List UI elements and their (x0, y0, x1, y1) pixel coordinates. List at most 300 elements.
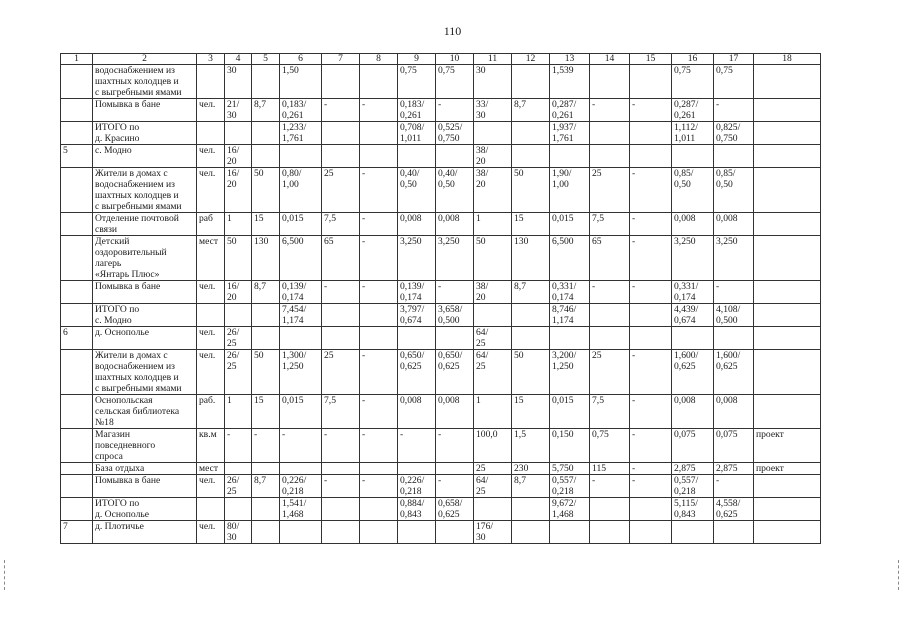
table-cell (252, 463, 280, 475)
table-cell: 0,226/ 0,218 (280, 475, 322, 498)
table-cell: 8,7 (252, 99, 280, 122)
table-cell (360, 65, 398, 99)
table-cell (754, 145, 821, 168)
table-row (61, 429, 821, 463)
table-cell: Помывка в бане (93, 475, 197, 498)
table-cell: Жители в домах с водоснабжением из шахтных колодцев и с выгребными ямами (93, 350, 197, 395)
table-cell: 0,658/ 0,625 (436, 498, 474, 521)
data-table (60, 53, 821, 544)
table-row (61, 475, 821, 498)
table-cell: 2,875 (714, 463, 754, 475)
table-cell (280, 145, 322, 168)
table-cell: чел. (197, 145, 225, 168)
table-cell: 3,658/ 0,500 (436, 304, 474, 327)
table-cell: Жители в домах с водоснабжением из шахтных колодцев и с выгребными ямами (93, 168, 197, 213)
table-cell: 33/ 30 (474, 99, 512, 122)
table-cell: 7,5 (322, 395, 360, 429)
table-cell (754, 213, 821, 236)
table-cell (714, 327, 754, 350)
table-row (61, 168, 821, 213)
table-cell (754, 475, 821, 498)
table-row (61, 521, 821, 544)
table-cell (550, 521, 590, 544)
table-cell: 8,7 (512, 99, 550, 122)
table-row (61, 395, 821, 429)
table-cell: 130 (252, 236, 280, 281)
table-cell: 0,008 (714, 213, 754, 236)
table-cell: 25 (590, 350, 630, 395)
table-cell: 15 (512, 213, 550, 236)
table-cell: - (322, 99, 360, 122)
table-cell: - (252, 429, 280, 463)
table-cell (512, 145, 550, 168)
table-cell: - (630, 213, 672, 236)
table-cell (398, 463, 436, 475)
scan-edge-mark-right (898, 560, 901, 590)
table-cell (512, 122, 550, 145)
table-cell (360, 122, 398, 145)
table-cell (754, 99, 821, 122)
table-row (61, 463, 821, 475)
table-cell: 0,75 (436, 65, 474, 99)
table-cell: 0,884/ 0,843 (398, 498, 436, 521)
table-cell (252, 521, 280, 544)
table-cell (590, 145, 630, 168)
table-cell: 0,008 (436, 213, 474, 236)
table-cell: - (360, 395, 398, 429)
table-cell (197, 65, 225, 99)
column-number-cell: 18 (754, 54, 821, 65)
scan-edge-mark-left (4, 560, 7, 590)
table-cell: 0,008 (398, 213, 436, 236)
table-cell (754, 65, 821, 99)
table-cell (474, 498, 512, 521)
table-cell: 50 (512, 168, 550, 213)
table-cell: 0,650/ 0,625 (436, 350, 474, 395)
table-cell (61, 475, 93, 498)
table-cell (225, 304, 252, 327)
table-cell: 0,331/ 0,174 (672, 281, 714, 304)
table-cell: 15 (252, 395, 280, 429)
table-cell: 9,672/ 1,468 (550, 498, 590, 521)
table-cell: - (280, 429, 322, 463)
table-cell: 0,139/ 0,174 (280, 281, 322, 304)
table-cell: 0,226/ 0,218 (398, 475, 436, 498)
table-cell: чел. (197, 327, 225, 350)
column-number-cell: 11 (474, 54, 512, 65)
table-cell: - (630, 99, 672, 122)
table-cell: 1,112/ 1,011 (672, 122, 714, 145)
table-row (61, 65, 821, 99)
table-cell: - (714, 475, 754, 498)
table-cell: База отдыха (93, 463, 197, 475)
table-cell (398, 521, 436, 544)
table-cell: Детский оздоровительный лагерь «Янтарь Плюс» (93, 236, 197, 281)
table-cell: 3,250 (672, 236, 714, 281)
table-cell: раб (197, 213, 225, 236)
table-cell (590, 521, 630, 544)
table-cell (61, 236, 93, 281)
table-cell: - (225, 429, 252, 463)
table-cell (512, 304, 550, 327)
table-cell: 1,233/ 1,761 (280, 122, 322, 145)
table-cell: - (360, 429, 398, 463)
table-row (61, 145, 821, 168)
table-row (61, 99, 821, 122)
table-cell: 130 (512, 236, 550, 281)
table-cell (61, 122, 93, 145)
table-cell: 0,825/ 0,750 (714, 122, 754, 145)
table-cell: мест (197, 236, 225, 281)
table-cell: 0,75 (672, 65, 714, 99)
table-cell: чел. (197, 99, 225, 122)
table-cell: 3,250 (398, 236, 436, 281)
table-cell (61, 463, 93, 475)
table-cell: 1,300/ 1,250 (280, 350, 322, 395)
table-cell: 0,139/ 0,174 (398, 281, 436, 304)
table-cell: 15 (512, 395, 550, 429)
table-cell: Помывка в бане (93, 281, 197, 304)
table-cell (436, 521, 474, 544)
table-cell: 6 (61, 327, 93, 350)
table-cell: 65 (322, 236, 360, 281)
table-cell: проект (754, 463, 821, 475)
table-cell: 16/ 20 (225, 168, 252, 213)
table-cell: - (630, 475, 672, 498)
table-cell: 0,40/ 0,50 (398, 168, 436, 213)
column-number-cell: 4 (225, 54, 252, 65)
table-cell: 30 (474, 65, 512, 99)
table-cell: 0,008 (672, 395, 714, 429)
table-cell (754, 168, 821, 213)
table-cell: 38/ 20 (474, 145, 512, 168)
table-cell: 50 (225, 236, 252, 281)
table-cell: 8,7 (512, 281, 550, 304)
table-cell (550, 145, 590, 168)
page-number: 110 (443, 24, 462, 38)
table-cell: 3,250 (714, 236, 754, 281)
table-cell (754, 498, 821, 521)
table-cell: 50 (474, 236, 512, 281)
table-cell: чел. (197, 521, 225, 544)
table-cell: Отделение почтовой связи (93, 213, 197, 236)
table-cell: ИТОГО по д. Оснополье (93, 498, 197, 521)
table-cell (61, 429, 93, 463)
table-cell (252, 122, 280, 145)
table-cell (61, 99, 93, 122)
table-cell: 1,600/ 0,625 (714, 350, 754, 395)
table-cell: - (360, 168, 398, 213)
table-cell: 16/ 20 (225, 145, 252, 168)
table-cell: 1,539 (550, 65, 590, 99)
table-cell (512, 498, 550, 521)
table-cell: 3,797/ 0,674 (398, 304, 436, 327)
table-cell (252, 498, 280, 521)
table-cell (322, 65, 360, 99)
table-cell: 0,075 (714, 429, 754, 463)
table-cell: 0,557/ 0,218 (672, 475, 714, 498)
table-cell (280, 463, 322, 475)
table-cell: 38/ 20 (474, 168, 512, 213)
table-cell: - (630, 236, 672, 281)
table-row (61, 236, 821, 281)
table-cell (754, 521, 821, 544)
table-cell: 1 (474, 395, 512, 429)
table-cell (474, 304, 512, 327)
table-row (61, 350, 821, 395)
table-cell: 0,183/ 0,261 (398, 99, 436, 122)
table-cell (252, 327, 280, 350)
table-cell: 7 (61, 521, 93, 544)
table-cell: 8,746/ 1,174 (550, 304, 590, 327)
table-cell: - (590, 475, 630, 498)
table-cell (360, 463, 398, 475)
table-cell: 3,250 (436, 236, 474, 281)
table-cell: 21/ 30 (225, 99, 252, 122)
table-cell (436, 327, 474, 350)
table-cell (590, 122, 630, 145)
table-cell (590, 498, 630, 521)
table-cell: 50 (252, 350, 280, 395)
table-cell: 0,557/ 0,218 (550, 475, 590, 498)
table-cell (197, 122, 225, 145)
table-cell (322, 463, 360, 475)
table-cell (61, 350, 93, 395)
table-cell: 1,937/ 1,761 (550, 122, 590, 145)
table-cell: 4,439/ 0,674 (672, 304, 714, 327)
table-row (61, 327, 821, 350)
table-cell (630, 498, 672, 521)
table-cell: 100,0 (474, 429, 512, 463)
table-cell: - (714, 99, 754, 122)
table-cell: 26/ 25 (225, 327, 252, 350)
table-cell: водоснабжением из шахтных колодцев и с выгребными ямами (93, 65, 197, 99)
table-cell (550, 327, 590, 350)
table-cell: 0,075 (672, 429, 714, 463)
table-cell (630, 327, 672, 350)
table-cell: 7,5 (322, 213, 360, 236)
column-number-cell: 12 (512, 54, 550, 65)
table-cell: д. Плотичье (93, 521, 197, 544)
table-cell (360, 304, 398, 327)
table-cell: 176/ 30 (474, 521, 512, 544)
table-cell: кв.м (197, 429, 225, 463)
table-cell: 64/ 25 (474, 475, 512, 498)
table-cell: 115 (590, 463, 630, 475)
table-cell (754, 327, 821, 350)
table-cell (252, 304, 280, 327)
table-cell: 2,875 (672, 463, 714, 475)
table-cell: 0,75 (714, 65, 754, 99)
table-cell (61, 395, 93, 429)
table-cell: Помывка в бане (93, 99, 197, 122)
table-cell: 1,90/ 1,00 (550, 168, 590, 213)
table-cell (252, 65, 280, 99)
table-cell: 0,015 (280, 395, 322, 429)
table-cell: 3,200/ 1,250 (550, 350, 590, 395)
table-cell (280, 327, 322, 350)
table-cell: чел. (197, 281, 225, 304)
table-cell: 0,015 (550, 395, 590, 429)
table-cell: 64/ 25 (474, 350, 512, 395)
table-cell (197, 498, 225, 521)
table-cell (436, 145, 474, 168)
column-number-cell: 7 (322, 54, 360, 65)
table-cell: 26/ 25 (225, 475, 252, 498)
table-cell (754, 281, 821, 304)
table-cell: - (360, 236, 398, 281)
table-cell (61, 281, 93, 304)
table-cell (61, 213, 93, 236)
column-number-cell: 16 (672, 54, 714, 65)
table-cell (630, 145, 672, 168)
table-cell: - (590, 281, 630, 304)
column-number-cell: 10 (436, 54, 474, 65)
table-cell: 0,80/ 1,00 (280, 168, 322, 213)
table-cell (360, 145, 398, 168)
table-cell (225, 498, 252, 521)
table-cell: 6,500 (550, 236, 590, 281)
table-cell: 1,5 (512, 429, 550, 463)
table-cell: - (630, 168, 672, 213)
table-cell (360, 327, 398, 350)
table-cell (630, 122, 672, 145)
table-cell: 0,331/ 0,174 (550, 281, 590, 304)
table-cell: 1,600/ 0,625 (672, 350, 714, 395)
table-cell: - (630, 395, 672, 429)
table-cell: 64/ 25 (474, 327, 512, 350)
table-cell: 1 (225, 213, 252, 236)
table-cell: - (360, 213, 398, 236)
table-cell: 65 (590, 236, 630, 281)
table-cell (398, 327, 436, 350)
table-cell (512, 327, 550, 350)
table-cell: мест (197, 463, 225, 475)
table-cell: - (398, 429, 436, 463)
table-cell: с. Модно (93, 145, 197, 168)
table-cell: 15 (252, 213, 280, 236)
table-cell: 38/ 20 (474, 281, 512, 304)
table-cell: 0,708/ 1,011 (398, 122, 436, 145)
table-cell: 50 (512, 350, 550, 395)
table-cell (672, 145, 714, 168)
table-cell (436, 463, 474, 475)
table-cell (322, 304, 360, 327)
table-cell: - (360, 281, 398, 304)
table-cell (714, 521, 754, 544)
table-cell: 0,015 (550, 213, 590, 236)
table-cell: проект (754, 429, 821, 463)
table-cell (630, 521, 672, 544)
table-cell: чел. (197, 475, 225, 498)
table-cell: 0,015 (280, 213, 322, 236)
table-cell: 0,525/ 0,750 (436, 122, 474, 145)
table-cell (61, 168, 93, 213)
table-cell (754, 395, 821, 429)
table-cell: 30 (225, 65, 252, 99)
table-cell: 0,008 (398, 395, 436, 429)
table-cell (512, 521, 550, 544)
table-cell: 1,541/ 1,468 (280, 498, 322, 521)
table-cell (754, 122, 821, 145)
table-cell: 7,5 (590, 213, 630, 236)
table-cell: 0,85/ 0,50 (714, 168, 754, 213)
table-cell: чел. (197, 350, 225, 395)
table-cell: 25 (590, 168, 630, 213)
table-cell: 0,287/ 0,261 (550, 99, 590, 122)
table-cell: 5 (61, 145, 93, 168)
table-cell (672, 521, 714, 544)
table-cell: 5,750 (550, 463, 590, 475)
table-cell (225, 122, 252, 145)
column-number-cell: 13 (550, 54, 590, 65)
table-row (61, 213, 821, 236)
table-cell: 0,75 (590, 429, 630, 463)
table-row (61, 122, 821, 145)
table-cell (322, 122, 360, 145)
table-cell (672, 327, 714, 350)
table-cell: 1 (225, 395, 252, 429)
table-cell (197, 304, 225, 327)
table-cell: 1,50 (280, 65, 322, 99)
table-cell: 0,75 (398, 65, 436, 99)
table-cell: 8,7 (512, 475, 550, 498)
table-cell: 5,115/ 0,843 (672, 498, 714, 521)
table-cell (590, 65, 630, 99)
table-row (61, 304, 821, 327)
table-cell (714, 145, 754, 168)
table-cell: 0,85/ 0,50 (672, 168, 714, 213)
table-cell: - (360, 99, 398, 122)
table-cell: 0,40/ 0,50 (436, 168, 474, 213)
table-cell: 1 (474, 213, 512, 236)
table-cell (474, 122, 512, 145)
table-cell: 6,500 (280, 236, 322, 281)
table-cell (398, 145, 436, 168)
table-row (61, 281, 821, 304)
table-cell (630, 304, 672, 327)
table-cell: 4,558/ 0,625 (714, 498, 754, 521)
column-number-cell: 5 (252, 54, 280, 65)
table-cell: ИТОГО по с. Модно (93, 304, 197, 327)
table-cell: 7,454/ 1,174 (280, 304, 322, 327)
column-number-cell: 9 (398, 54, 436, 65)
table-cell: - (630, 281, 672, 304)
table-cell (280, 521, 322, 544)
table-cell (322, 145, 360, 168)
table-cell: 25 (322, 350, 360, 395)
table-cell: 0,150 (550, 429, 590, 463)
table-cell: 0,008 (714, 395, 754, 429)
table-cell: чел. (197, 168, 225, 213)
table-cell (61, 498, 93, 521)
column-number-cell: 14 (590, 54, 630, 65)
table-cell (754, 236, 821, 281)
table-cell: - (436, 99, 474, 122)
table-cell: 26/ 25 (225, 350, 252, 395)
table-cell: - (714, 281, 754, 304)
table-cell (590, 304, 630, 327)
table-cell: 25 (474, 463, 512, 475)
table-cell: - (322, 281, 360, 304)
table-cell: 16/ 20 (225, 281, 252, 304)
table-cell: Магазин повседневного спроса (93, 429, 197, 463)
table-cell (322, 498, 360, 521)
table-cell (360, 498, 398, 521)
table-cell: 0,008 (436, 395, 474, 429)
column-number-cell: 8 (360, 54, 398, 65)
table-cell: - (630, 429, 672, 463)
